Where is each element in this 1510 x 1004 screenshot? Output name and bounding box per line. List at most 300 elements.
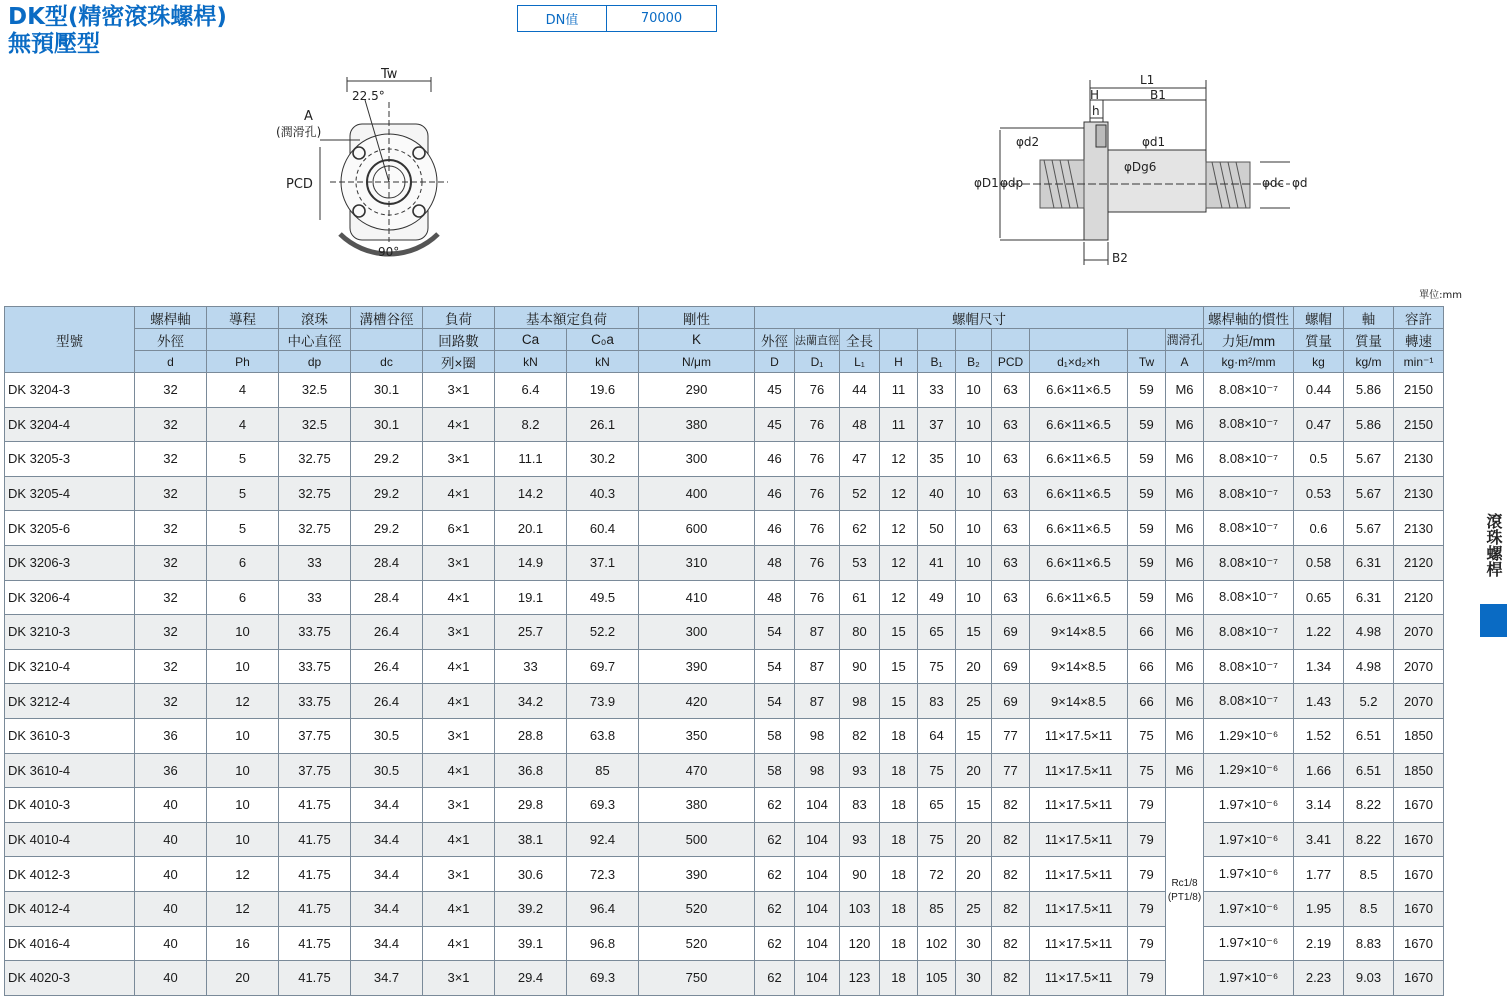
table-cell: 34.4: [351, 857, 423, 892]
table-cell: 41.75: [279, 926, 351, 961]
table-cell: 5: [207, 476, 279, 511]
table-cell: M6: [1166, 442, 1204, 477]
table-cell: 2130: [1394, 442, 1444, 477]
table-cell: 390: [639, 857, 755, 892]
table-cell: 63.8: [567, 718, 639, 753]
dn-value-box: [517, 5, 717, 32]
table-cell: 15: [880, 649, 918, 684]
col-speed-1: 容許: [1394, 307, 1444, 329]
table-cell: 15: [880, 615, 918, 650]
dg6-label: φDg6: [1124, 160, 1157, 174]
table-cell: 9×14×8.5: [1030, 649, 1128, 684]
table-cell: 6.4: [495, 373, 567, 408]
b1-label: B1: [1150, 88, 1166, 102]
table-cell: 40: [135, 926, 207, 961]
table-cell: 9×14×8.5: [1030, 615, 1128, 650]
table-cell: 92.4: [567, 822, 639, 857]
col-stiffness-2: K: [639, 329, 755, 351]
table-cell: 6.31: [1344, 545, 1394, 580]
table-cell: 500: [639, 822, 755, 857]
table-cell: 49: [918, 580, 956, 615]
table-cell: 8.5: [1344, 857, 1394, 892]
table-cell: 4.98: [1344, 649, 1394, 684]
table-header: [5, 307, 1444, 373]
table-cell: 14.2: [495, 476, 567, 511]
table-cell: 3.41: [1294, 822, 1344, 857]
table-cell: 1670: [1394, 961, 1444, 996]
table-cell: 6.6×11×6.5: [1030, 511, 1128, 546]
table-cell: 65: [918, 788, 956, 823]
table-cell: 26.4: [351, 684, 423, 719]
table-cell: 32: [135, 545, 207, 580]
table-cell: 30: [956, 961, 992, 996]
table-cell: 1.29×10⁻⁶: [1204, 753, 1294, 788]
table-cell: 69.7: [567, 649, 639, 684]
unit-label: 單位:mm: [1419, 290, 1462, 301]
table-cell: 0.44: [1294, 373, 1344, 408]
table-cell: 3×1: [423, 442, 495, 477]
model-cell: DK 4010-3: [5, 788, 135, 823]
dc-label: φdc: [1262, 176, 1285, 190]
table-cell: 4×1: [423, 753, 495, 788]
table-cell: 33: [279, 545, 351, 580]
table-cell: 29.2: [351, 511, 423, 546]
table-cell: 33.75: [279, 684, 351, 719]
table-cell: 96.8: [567, 926, 639, 961]
table-row: [5, 407, 1444, 442]
table-cell: 5.67: [1344, 442, 1394, 477]
table-cell: 4×1: [423, 926, 495, 961]
table-cell: 83: [840, 788, 880, 823]
table-cell: 3×1: [423, 961, 495, 996]
table-cell: 0.5: [1294, 442, 1344, 477]
table-cell: 77: [992, 718, 1030, 753]
col-circuits-3: 列×圈: [423, 351, 495, 373]
table-cell: 48: [755, 580, 795, 615]
table-cell: 2.19: [1294, 926, 1344, 961]
table-cell: 72: [918, 857, 956, 892]
table-cell: 0.65: [1294, 580, 1344, 615]
table-cell: 20: [207, 961, 279, 996]
table-cell: 10: [956, 545, 992, 580]
table-row: [5, 511, 1444, 546]
l1-label: L1: [1140, 73, 1155, 87]
table-cell: 87: [795, 684, 840, 719]
model-cell: DK 4010-4: [5, 822, 135, 857]
table-row: [5, 684, 1444, 719]
table-cell: 75: [1128, 718, 1166, 753]
table-cell: 37.1: [567, 545, 639, 580]
table-cell: 76: [795, 442, 840, 477]
table-cell: 59: [1128, 373, 1166, 408]
model-cell: DK 4012-4: [5, 891, 135, 926]
table-cell: 6.6×11×6.5: [1030, 545, 1128, 580]
col-shaft-od-2: 外徑: [135, 329, 207, 351]
table-cell: 12: [880, 442, 918, 477]
table-cell: 9×14×8.5: [1030, 684, 1128, 719]
table-cell: M6: [1166, 753, 1204, 788]
table-cell: 82: [992, 926, 1030, 961]
table-cell: 62: [755, 857, 795, 892]
table-cell: 93: [840, 753, 880, 788]
col-shaft-mass-2: 質量: [1344, 329, 1394, 351]
table-cell: 37: [918, 407, 956, 442]
table-cell: 4×1: [423, 407, 495, 442]
table-cell: 19.1: [495, 580, 567, 615]
pcd-label: PCD: [286, 177, 313, 192]
table-cell: 4×1: [423, 891, 495, 926]
table-cell: 10: [207, 615, 279, 650]
col-flange-1: 法蘭直徑: [795, 329, 840, 351]
table-cell: 59: [1128, 545, 1166, 580]
table-cell: 11×17.5×11: [1030, 788, 1128, 823]
table-cell: 3×1: [423, 615, 495, 650]
table-cell: 8.83: [1344, 926, 1394, 961]
table-cell: 28.4: [351, 580, 423, 615]
table-cell: 36.8: [495, 753, 567, 788]
table-cell: 102: [918, 926, 956, 961]
table-cell: 1.97×10⁻⁶: [1204, 822, 1294, 857]
model-cell: DK 3205-3: [5, 442, 135, 477]
table-cell: 6.31: [1344, 580, 1394, 615]
table-cell: 5.86: [1344, 407, 1394, 442]
table-cell: 82: [840, 718, 880, 753]
table-cell: 350: [639, 718, 755, 753]
table-cell: 1.97×10⁻⁶: [1204, 857, 1294, 892]
table-cell: 2130: [1394, 476, 1444, 511]
table-cell: 1.97×10⁻⁶: [1204, 891, 1294, 926]
table-cell: 18: [880, 961, 918, 996]
model-cell: DK 3206-4: [5, 580, 135, 615]
table-cell: 76: [795, 407, 840, 442]
table-cell: 25.7: [495, 615, 567, 650]
table-cell: 41.75: [279, 857, 351, 892]
table-cell: 520: [639, 891, 755, 926]
table-cell: 12: [207, 891, 279, 926]
table-cell: 32.5: [279, 407, 351, 442]
table-cell: 11: [880, 407, 918, 442]
table-cell: 8.08×10⁻⁷: [1204, 373, 1294, 408]
table-cell: 85: [918, 891, 956, 926]
col-nut-od-2: D: [755, 351, 795, 373]
table-cell: 4: [207, 407, 279, 442]
tw-label: Tw: [381, 67, 398, 82]
table-cell: 32.75: [279, 442, 351, 477]
table-cell: 1.52: [1294, 718, 1344, 753]
d1-label: φd1: [1142, 135, 1166, 149]
table-cell: 32.5: [279, 373, 351, 408]
table-cell: 32.75: [279, 476, 351, 511]
table-cell: 37.75: [279, 753, 351, 788]
col-root-1: 溝槽谷徑: [351, 307, 423, 329]
table-cell: 4×1: [423, 580, 495, 615]
table-cell: 58: [755, 753, 795, 788]
table-cell: 32: [135, 580, 207, 615]
table-cell: 54: [755, 615, 795, 650]
col-shaft-od-1: 螺桿軸: [135, 307, 207, 329]
col-nut-dims: 螺帽尺寸: [755, 307, 1204, 329]
table-cell: 85: [567, 753, 639, 788]
table-cell: 75: [918, 753, 956, 788]
model-cell: DK 4016-4: [5, 926, 135, 961]
table-cell: 40: [135, 788, 207, 823]
table-cell: 8.22: [1344, 788, 1394, 823]
table-cell: 1670: [1394, 891, 1444, 926]
table-cell: 18: [880, 788, 918, 823]
table-cell: 36: [135, 718, 207, 753]
table-cell: 8.08×10⁻⁷: [1204, 545, 1294, 580]
table-cell: 12: [207, 857, 279, 892]
title-line-2: 無預壓型: [8, 31, 100, 57]
dn-label: DN值: [518, 6, 607, 31]
table-cell: 11×17.5×11: [1030, 961, 1128, 996]
table-cell: 400: [639, 476, 755, 511]
table-row: [5, 857, 1444, 892]
table-cell: 8.08×10⁻⁷: [1204, 580, 1294, 615]
table-cell: 48: [840, 407, 880, 442]
table-cell: 79: [1128, 788, 1166, 823]
h-label: H: [1090, 88, 1100, 102]
model-cell: DK 3610-4: [5, 753, 135, 788]
table-cell: 10: [207, 649, 279, 684]
table-cell: 66: [1128, 615, 1166, 650]
table-cell: 11×17.5×11: [1030, 857, 1128, 892]
table-cell: 76: [795, 580, 840, 615]
table-cell: 59: [1128, 476, 1166, 511]
table-cell: 52: [840, 476, 880, 511]
table-cell: 25: [956, 684, 992, 719]
table-cell: 33.75: [279, 615, 351, 650]
table-cell: 5.67: [1344, 511, 1394, 546]
table-cell: 20: [956, 753, 992, 788]
col-nut-od-1: 外徑: [755, 329, 795, 351]
table-cell: 15: [880, 684, 918, 719]
table-cell: 10: [956, 476, 992, 511]
page-title: [8, 4, 227, 58]
table-cell: 10: [207, 718, 279, 753]
table-cell: 6.6×11×6.5: [1030, 580, 1128, 615]
table-cell: 104: [795, 961, 840, 996]
table-cell: M6: [1166, 476, 1204, 511]
table-cell: 34.4: [351, 822, 423, 857]
table-cell: 104: [795, 788, 840, 823]
table-cell: 63: [992, 580, 1030, 615]
table-cell: 1850: [1394, 718, 1444, 753]
rc-text: (PT1/8): [1167, 892, 1202, 904]
table-cell: 25: [956, 891, 992, 926]
table-cell: 2150: [1394, 373, 1444, 408]
table-cell: 300: [639, 442, 755, 477]
table-cell: 20: [956, 649, 992, 684]
col-ball-pcd-1: 滾珠: [279, 307, 351, 329]
table-cell: 11×17.5×11: [1030, 753, 1128, 788]
table-cell: 60.4: [567, 511, 639, 546]
table-cell: 45: [755, 407, 795, 442]
table-cell: 1.77: [1294, 857, 1344, 892]
table-cell: 2120: [1394, 580, 1444, 615]
table-cell: 62: [755, 961, 795, 996]
table-cell: 0.6: [1294, 511, 1344, 546]
table-cell: 300: [639, 615, 755, 650]
table-cell: 39.2: [495, 891, 567, 926]
table-cell: 32: [135, 615, 207, 650]
col-B1: B₁: [918, 351, 956, 373]
table-cell: 1.66: [1294, 753, 1344, 788]
table-cell: 63: [992, 511, 1030, 546]
table-cell: 48: [755, 545, 795, 580]
side-section-label: 滾珠螺桿: [1484, 513, 1503, 577]
table-cell: M6: [1166, 511, 1204, 546]
table-cell: 33: [279, 580, 351, 615]
table-cell: 2.23: [1294, 961, 1344, 996]
col-stiffness-3: N/μm: [639, 351, 755, 373]
col-lead-2: Ph: [207, 351, 279, 373]
col-stiffness-1: 剛性: [639, 307, 755, 329]
table-cell: 4.98: [1344, 615, 1394, 650]
table-row: [5, 891, 1444, 926]
table-cell: 2150: [1394, 407, 1444, 442]
table-cell: 63: [992, 407, 1030, 442]
table-cell: 470: [639, 753, 755, 788]
table-cell: 29.8: [495, 788, 567, 823]
table-cell: 6.51: [1344, 718, 1394, 753]
a-label: A: [304, 109, 313, 124]
angle-90-label: 90°: [378, 245, 400, 259]
table-cell: 62: [755, 822, 795, 857]
table-cell: 9.03: [1344, 961, 1394, 996]
table-cell: 66: [1128, 649, 1166, 684]
col-circuits-1: 負荷: [423, 307, 495, 329]
table-cell: 63: [992, 545, 1030, 580]
table-cell: 40: [135, 961, 207, 996]
table-cell: 520: [639, 926, 755, 961]
table-cell: 76: [795, 511, 840, 546]
table-cell: 12: [880, 476, 918, 511]
table-cell: 69: [992, 649, 1030, 684]
col-speed-2: 轉速: [1394, 329, 1444, 351]
col-PCD: PCD: [992, 351, 1030, 373]
nut-side-view-diagram: [970, 70, 1320, 270]
table-cell: 1.22: [1294, 615, 1344, 650]
table-cell: 11×17.5×11: [1030, 891, 1128, 926]
model-cell: DK 4012-3: [5, 857, 135, 892]
table-row: [5, 373, 1444, 408]
table-cell: 82: [992, 788, 1030, 823]
table-cell: 75: [1128, 753, 1166, 788]
table-cell: 11.1: [495, 442, 567, 477]
model-cell: DK 3210-4: [5, 649, 135, 684]
table-cell: 46: [755, 511, 795, 546]
table-cell: 32: [135, 407, 207, 442]
table-cell: 80: [840, 615, 880, 650]
table-cell: 104: [795, 857, 840, 892]
table-cell: 12: [880, 545, 918, 580]
table-cell: 18: [880, 822, 918, 857]
table-cell: 20: [956, 822, 992, 857]
table-cell: 41.75: [279, 822, 351, 857]
table-cell: 104: [795, 926, 840, 961]
table-cell: 2070: [1394, 615, 1444, 650]
table-cell: 40: [918, 476, 956, 511]
col-length-2: L₁: [840, 351, 880, 373]
table-cell: 82: [992, 822, 1030, 857]
table-cell: 69: [992, 684, 1030, 719]
table-cell: 5.2: [1344, 684, 1394, 719]
table-cell: 3×1: [423, 373, 495, 408]
table-cell: 18: [880, 891, 918, 926]
table-cell: 26.1: [567, 407, 639, 442]
table-cell: 12: [880, 511, 918, 546]
table-cell: 30.5: [351, 753, 423, 788]
col-circuits-2: 回路數: [423, 329, 495, 351]
col-coa-2: kN: [567, 351, 639, 373]
table-cell: 41.75: [279, 961, 351, 996]
model-cell: DK 3205-4: [5, 476, 135, 511]
table-cell: 600: [639, 511, 755, 546]
D1-label: φD1: [974, 176, 999, 190]
table-cell: 49.5: [567, 580, 639, 615]
table-cell: 18: [880, 718, 918, 753]
table-row: [5, 822, 1444, 857]
table-cell: 72.3: [567, 857, 639, 892]
table-cell: 3×1: [423, 545, 495, 580]
table-cell: 5.67: [1344, 476, 1394, 511]
col-holes: d₁×d₂×h: [1030, 351, 1128, 373]
table-cell: 6×1: [423, 511, 495, 546]
table-row: [5, 649, 1444, 684]
col-rated-load: 基本額定負荷: [495, 307, 639, 329]
dn-value: 70000: [640, 11, 683, 26]
table-cell: 30.1: [351, 407, 423, 442]
model-cell: DK 3206-3: [5, 545, 135, 580]
col-nut-mass-3: kg: [1294, 351, 1344, 373]
table-cell: 11: [880, 373, 918, 408]
table-cell: 19.6: [567, 373, 639, 408]
d-label: φd: [1292, 176, 1308, 190]
table-row: [5, 545, 1444, 580]
table-cell: 46: [755, 442, 795, 477]
table-row: [5, 615, 1444, 650]
table-cell: 11×17.5×11: [1030, 822, 1128, 857]
spec-table: [4, 306, 1444, 996]
table-cell: M6: [1166, 580, 1204, 615]
table-cell: 33.75: [279, 649, 351, 684]
table-cell: 1850: [1394, 753, 1444, 788]
table-row: [5, 926, 1444, 961]
table-cell: 30.2: [567, 442, 639, 477]
table-cell: 79: [1128, 926, 1166, 961]
table-cell: 8.08×10⁻⁷: [1204, 649, 1294, 684]
table-cell: 30.5: [351, 718, 423, 753]
table-cell: M6: [1166, 684, 1204, 719]
table-cell: 87: [795, 615, 840, 650]
table-cell: 61: [840, 580, 880, 615]
table-cell: 59: [1128, 407, 1166, 442]
table-cell: 15: [956, 788, 992, 823]
table-cell: 62: [755, 788, 795, 823]
col-inertia-1: 螺桿軸的慣性: [1204, 307, 1294, 329]
table-cell: 3.14: [1294, 788, 1344, 823]
table-cell: 6.6×11×6.5: [1030, 407, 1128, 442]
table-cell: 63: [992, 373, 1030, 408]
table-cell: 6: [207, 580, 279, 615]
table-row: [5, 476, 1444, 511]
table-cell: 63: [992, 476, 1030, 511]
table-cell: 79: [1128, 961, 1166, 996]
table-cell: 64: [918, 718, 956, 753]
table-cell: 0.47: [1294, 407, 1344, 442]
table-cell: 6.6×11×6.5: [1030, 476, 1128, 511]
